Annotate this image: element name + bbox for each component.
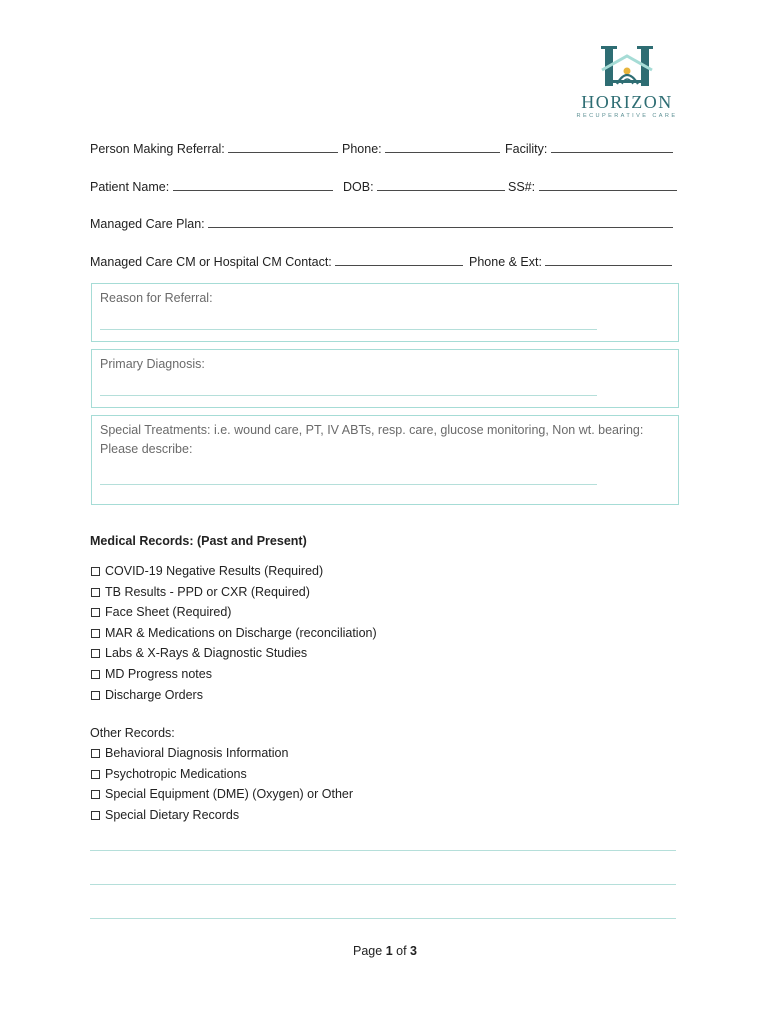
checkbox[interactable] bbox=[91, 649, 100, 658]
reason-for-referral-label: Reason for Referral: bbox=[100, 291, 213, 305]
notes-line[interactable] bbox=[90, 850, 676, 851]
logo-subtitle: RECUPERATIVE CARE bbox=[576, 113, 678, 119]
special-treatments-label: Special Treatments: i.e. wound care, PT, IV ABTs, resp. care, glucose monitoring, Non wt. bearing: bbox=[100, 423, 644, 437]
phone-field[interactable] bbox=[342, 141, 500, 156]
page-total: 3 bbox=[410, 944, 417, 958]
patient-name-label: Patient Name: bbox=[90, 180, 170, 194]
other-records-title: Other Records: bbox=[90, 726, 175, 740]
checkbox[interactable] bbox=[91, 670, 100, 679]
checklist-item[interactable]: Behavioral Diagnosis Information bbox=[91, 743, 353, 764]
checklist-item[interactable]: TB Results - PPD or CXR (Required) bbox=[91, 582, 377, 603]
notes-line[interactable] bbox=[90, 884, 676, 885]
checklist-item[interactable]: COVID-19 Negative Results (Required) bbox=[91, 561, 377, 582]
person-making-referral-blank[interactable] bbox=[228, 141, 338, 153]
reason-for-referral-box[interactable] bbox=[91, 283, 679, 342]
checklist-item[interactable]: Psychotropic Medications bbox=[91, 764, 353, 785]
other-records-list bbox=[91, 743, 353, 825]
primary-diagnosis-line bbox=[100, 395, 597, 396]
checkbox[interactable] bbox=[91, 567, 100, 576]
managed-care-plan-label: Managed Care Plan: bbox=[90, 217, 205, 231]
checkbox[interactable] bbox=[91, 629, 100, 638]
checkbox[interactable] bbox=[91, 749, 100, 758]
horizon-logo bbox=[572, 44, 682, 124]
managed-care-plan-field[interactable] bbox=[90, 216, 673, 231]
horizon-logo-mark-icon bbox=[572, 44, 682, 92]
page-current: 1 bbox=[385, 944, 393, 958]
medical-records-title: Medical Records: (Past and Present) bbox=[90, 534, 307, 548]
managed-care-plan-blank[interactable] bbox=[208, 216, 673, 228]
special-treatments-line bbox=[100, 484, 597, 485]
checkbox[interactable] bbox=[91, 588, 100, 597]
checklist-item[interactable]: Special Dietary Records bbox=[91, 805, 353, 826]
ssn-blank[interactable] bbox=[539, 179, 677, 191]
patient-name-blank[interactable] bbox=[173, 179, 333, 191]
special-treatments-describe-label: Please describe: bbox=[100, 442, 193, 456]
phone-label: Phone: bbox=[342, 142, 382, 156]
checklist-item[interactable]: Discharge Orders bbox=[91, 685, 377, 706]
ssn-label: SS#: bbox=[508, 180, 536, 194]
checklist-item[interactable]: MD Progress notes bbox=[91, 664, 377, 685]
managed-care-contact-field[interactable] bbox=[90, 254, 463, 269]
phone-ext-label: Phone & Ext: bbox=[469, 255, 542, 269]
logo-title: HORIZON bbox=[581, 92, 673, 112]
primary-diagnosis-box[interactable] bbox=[91, 349, 679, 408]
checkbox[interactable] bbox=[91, 608, 100, 617]
notes-line[interactable] bbox=[90, 918, 676, 919]
facility-label: Facility: bbox=[505, 142, 548, 156]
reason-for-referral-line bbox=[100, 329, 597, 330]
checkbox[interactable] bbox=[91, 770, 100, 779]
managed-care-contact-blank[interactable] bbox=[335, 254, 463, 266]
managed-care-contact-label: Managed Care CM or Hospital CM Contact: bbox=[90, 255, 332, 269]
checklist-item[interactable]: Face Sheet (Required) bbox=[91, 602, 377, 623]
person-making-referral-label: Person Making Referral: bbox=[90, 142, 225, 156]
ssn-field[interactable] bbox=[508, 179, 677, 194]
facility-field[interactable] bbox=[505, 141, 673, 156]
checklist-item[interactable]: MAR & Medications on Discharge (reconciliation) bbox=[91, 623, 377, 644]
checkbox[interactable] bbox=[91, 811, 100, 820]
checkbox[interactable] bbox=[91, 691, 100, 700]
phone-ext-field[interactable] bbox=[469, 254, 672, 269]
facility-blank[interactable] bbox=[551, 141, 673, 153]
phone-ext-blank[interactable] bbox=[545, 254, 672, 266]
primary-diagnosis-label: Primary Diagnosis: bbox=[100, 357, 205, 371]
special-treatments-box[interactable] bbox=[91, 415, 679, 505]
checkbox[interactable] bbox=[91, 790, 100, 799]
patient-name-field[interactable] bbox=[90, 179, 333, 194]
phone-blank[interactable] bbox=[385, 141, 500, 153]
checklist-item[interactable]: Labs & X-Rays & Diagnostic Studies bbox=[91, 643, 377, 664]
medical-records-list bbox=[91, 561, 377, 705]
checklist-item[interactable]: Special Equipment (DME) (Oxygen) or Other bbox=[91, 784, 353, 805]
page-number: Page 1 of 3 bbox=[353, 944, 417, 958]
person-making-referral-field[interactable] bbox=[90, 141, 338, 156]
dob-label: DOB: bbox=[343, 180, 374, 194]
dob-field[interactable] bbox=[343, 179, 505, 194]
dob-blank[interactable] bbox=[377, 179, 505, 191]
